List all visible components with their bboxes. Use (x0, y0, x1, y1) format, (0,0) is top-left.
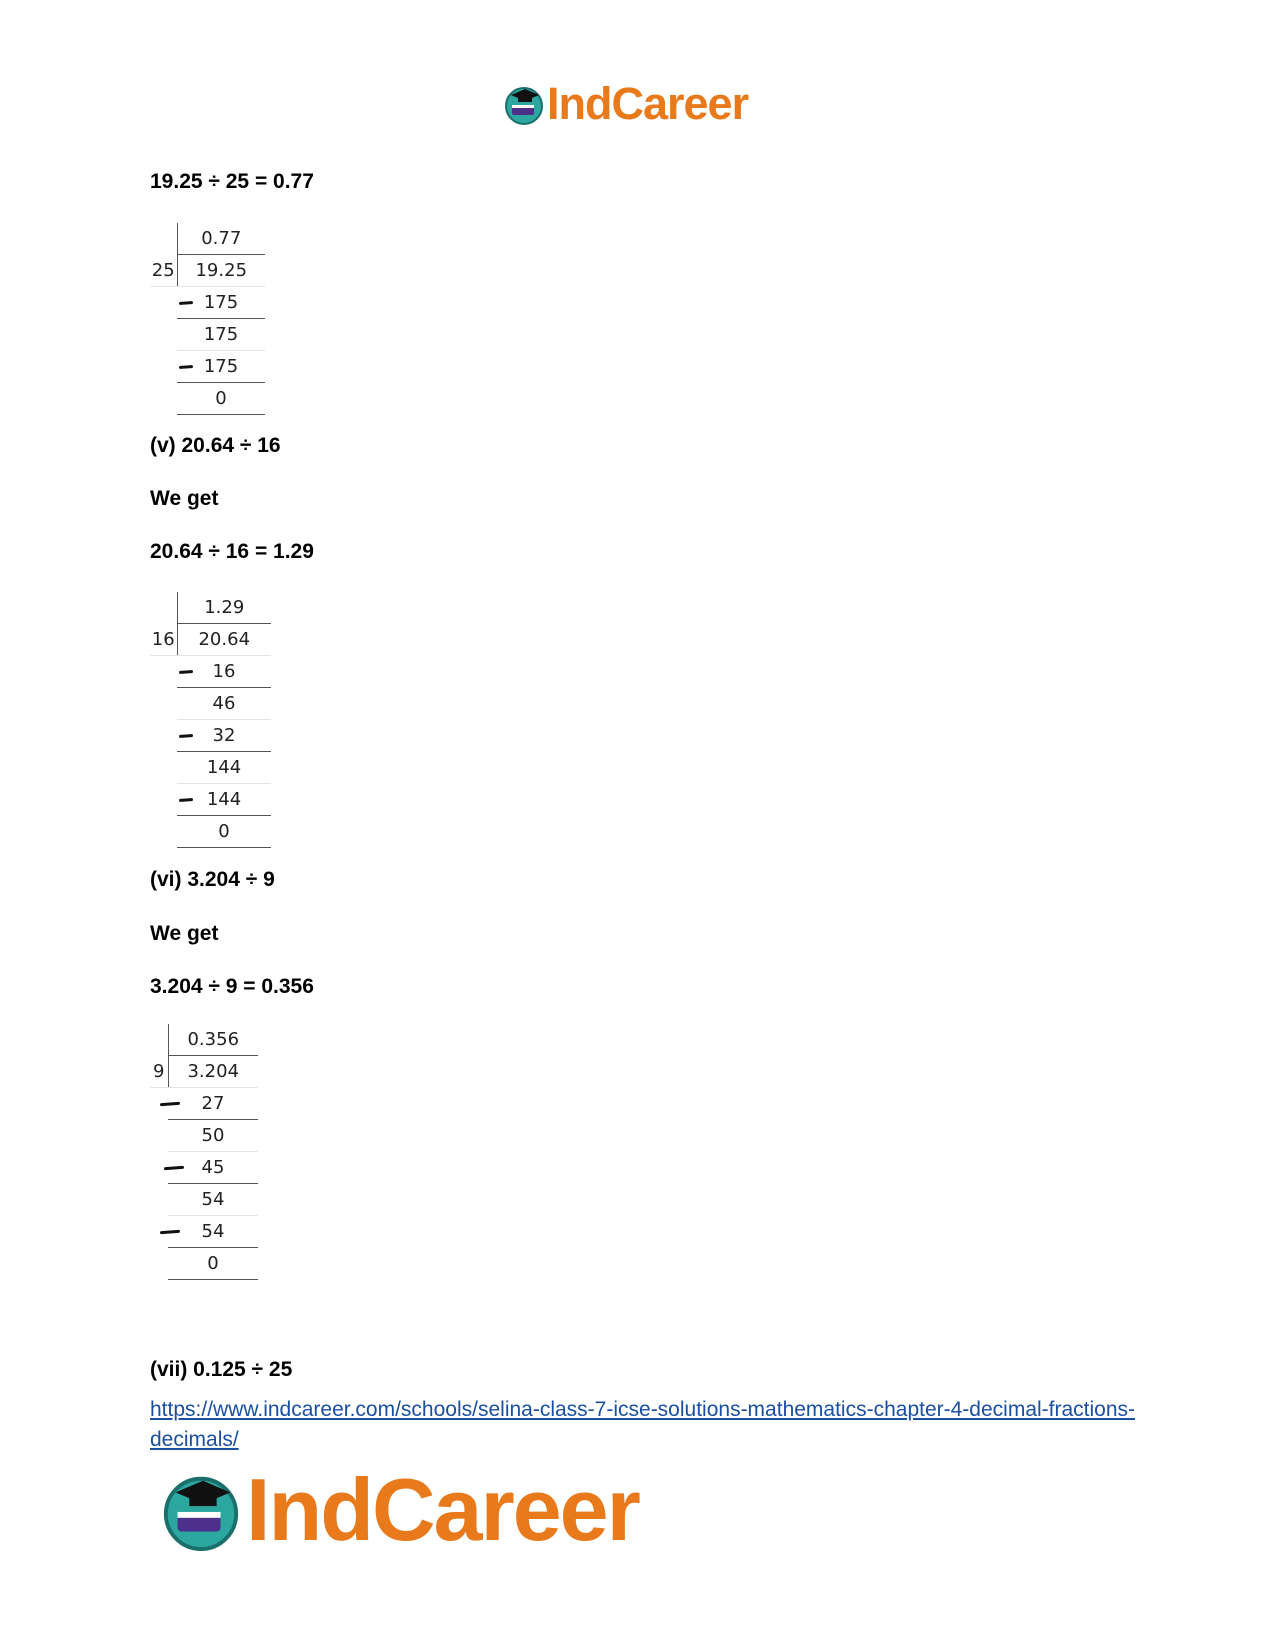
remainder: 46 (177, 688, 271, 720)
minus-sign-icon (164, 1165, 184, 1169)
subtrahend: 54 (201, 1221, 225, 1242)
minus-sign-icon (179, 365, 193, 369)
subtrahend: 175 (203, 292, 239, 313)
minus-sign-icon (179, 670, 193, 674)
remainder: 54 (168, 1184, 258, 1216)
divisor: 9 (150, 1056, 168, 1088)
quotient: 1.29 (177, 592, 271, 624)
long-division-table (150, 592, 271, 848)
graduation-cap-globe-icon (503, 83, 545, 125)
header-logo (503, 78, 748, 130)
minus-sign-icon (179, 798, 193, 802)
we-get-text: We get (150, 922, 219, 945)
subtrahend: 144 (206, 789, 242, 810)
graduation-cap-globe-icon (160, 1469, 242, 1551)
minus-sign-icon (160, 1229, 180, 1233)
result-line: 20.64 ÷ 16 = 1.29 (150, 540, 314, 563)
divisor: 16 (150, 624, 177, 656)
dividend: 20.64 (177, 624, 271, 656)
long-division-table (150, 223, 265, 415)
divisor: 25 (150, 255, 177, 287)
subtrahend: 175 (203, 356, 239, 377)
final-remainder: 0 (168, 1248, 258, 1280)
remainder: 175 (177, 319, 265, 351)
subtrahend: 45 (201, 1157, 225, 1178)
quotient: 0.356 (168, 1024, 258, 1056)
minus-sign-icon (179, 734, 193, 738)
question-heading: (vi) 3.204 ÷ 9 (150, 868, 275, 891)
remainder: 144 (177, 752, 271, 784)
logo-text: IndCareer (547, 78, 749, 129)
final-remainder: 0 (177, 383, 265, 415)
remainder: 50 (168, 1120, 258, 1152)
logo-text: IndCareer (246, 1460, 639, 1559)
we-get-text: We get (150, 487, 219, 510)
minus-sign-icon (179, 301, 193, 305)
subtrahend: 16 (212, 661, 236, 682)
subtrahend: 32 (212, 725, 236, 746)
subtrahend: 27 (201, 1093, 225, 1114)
result-line: 19.25 ÷ 25 = 0.77 (150, 170, 314, 193)
source-link[interactable]: https://www.indcareer.com/schools/selina-class-7-icse-solutions-mathematics-chapter-4-decimal-fractions-decimals/ (150, 1398, 1136, 1451)
dividend: 19.25 (177, 255, 265, 287)
footer-logo (160, 1460, 639, 1559)
minus-sign-icon (160, 1101, 180, 1105)
dividend: 3.204 (168, 1056, 258, 1088)
long-division-table (150, 1024, 258, 1280)
final-remainder: 0 (177, 816, 271, 848)
question-heading: (v) 20.64 ÷ 16 (150, 434, 281, 457)
question-heading: (vii) 0.125 ÷ 25 (150, 1358, 293, 1381)
result-line: 3.204 ÷ 9 = 0.356 (150, 975, 314, 998)
quotient: 0.77 (177, 223, 265, 255)
